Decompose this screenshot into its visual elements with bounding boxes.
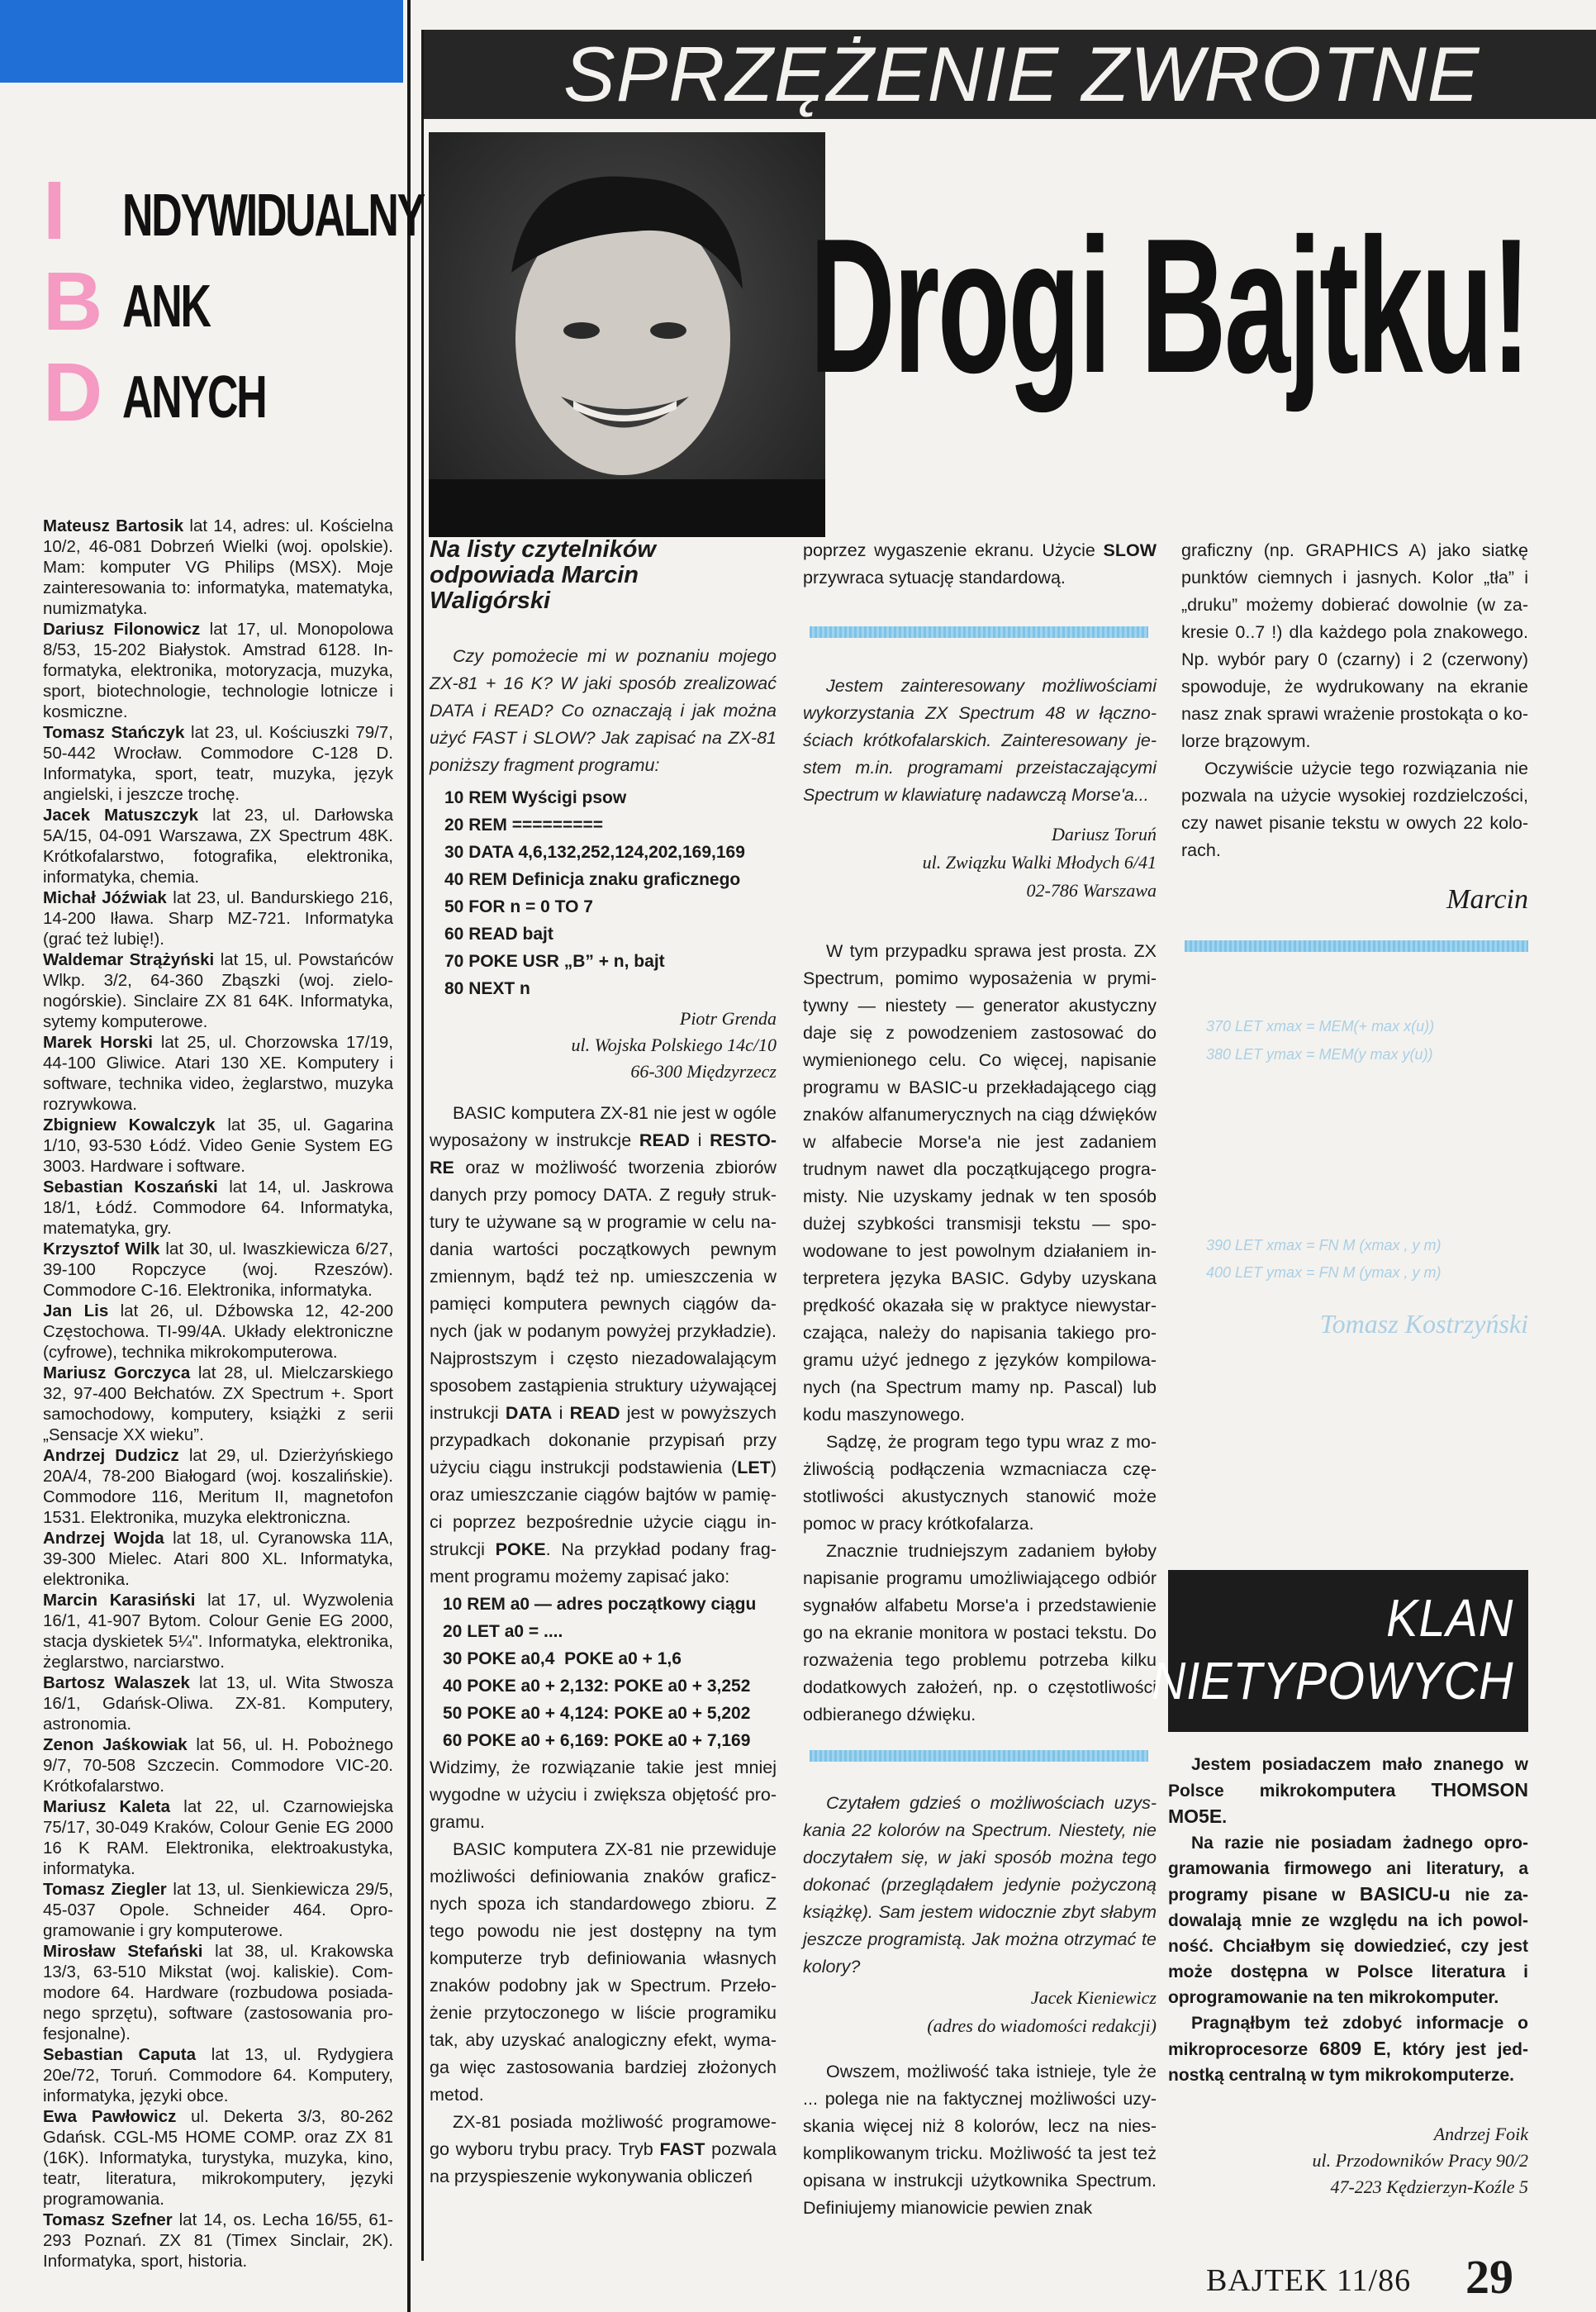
ibd-entry xyxy=(43,516,393,619)
keyword: SLOW xyxy=(1103,540,1157,560)
text-run: BASIC komputera ZX-81 nie jest w ogóle wyposażony w instrukcje xyxy=(430,1103,777,1150)
letter1-answer2: Widzimy, że rozwiązanie takie jest mniej wygodne w użyciu i zwiększa objętość programu. xyxy=(430,1758,777,1832)
ibd-entry-text: lat 23, ul. Bandurskiego 216, 14-200 Iława. Sharp MZ-721. Informatyka (grać też lubię!). xyxy=(43,888,394,949)
separator-bar-3 xyxy=(1185,940,1528,952)
keyword: POKE xyxy=(495,1539,546,1559)
ibd-entry xyxy=(43,722,393,805)
keyword: DATA xyxy=(505,1403,553,1423)
ibd-letter-d: D xyxy=(43,346,103,439)
section-header xyxy=(423,30,1596,119)
text-run: ) oraz umieszczanie ciągów bajtów w pamięci poprzez bezpośrednie użycie ciągu instrukcji xyxy=(430,1458,777,1559)
keyword: BASICU-u xyxy=(1359,1883,1451,1905)
klan-paragraph-2 xyxy=(1168,1830,1528,2010)
ibd-entry xyxy=(43,1445,393,1528)
code-line: 30 POKE a0,4 POKE a0 + 1,6 xyxy=(443,1649,682,1668)
ibd-logo xyxy=(43,164,425,442)
footer-page-number: 29 xyxy=(1465,2250,1513,2304)
klan-paragraph-3 xyxy=(1168,2010,1528,2088)
ibd-entry xyxy=(43,2210,393,2272)
ibd-entry-text: lat 14, ul. Jaskrowa 18/1, Łódź. Commodore 64. Informatyka, matematyka, gry. xyxy=(43,1177,393,1238)
text-run: nie zadowalają mnie ze względu na ich powolność. Chciałbym się dowiedzieć, czy jest może dostępna w Polsce literatura i oprogramowanie na ten mikrokomputer. xyxy=(1168,1886,1528,2007)
text-run: jest w powyższych przypadkach dokonanie przypisań przy użyciu ciągu instrukcji podstawienia ( xyxy=(430,1403,777,1477)
code-line: 30 DATA 4,6,132,252,124,202,169,169 xyxy=(444,843,745,862)
ibd-entry-text: lat 35, ul. Gagarina 1/10, 93-530 Łódź. Video Genie System EG 3003. Hardware i software. xyxy=(43,1116,393,1176)
ibd-entry-text: lat 25, ul. Chorzowska 17/19, 44-100 Gliwice. Atari 130 XE. Komputery i software, technika video, żeglarstwo, muzyka rozrywkowa. xyxy=(43,1033,393,1114)
klan-author: Andrzej Foik xyxy=(1433,2124,1528,2144)
ibd-entry-name: Bartosz Walaszek xyxy=(43,1673,190,1692)
ibd-entry-text: lat 23, ul. Kościuszki 79/7, 50-442 Wrocław. Commodore C-128 D. Informatyka, sport, teatr, muzyka, język angielski, i jeszcze trochę. xyxy=(43,723,393,804)
ibd-entry-name: Tomasz Stańczyk xyxy=(43,723,185,742)
letter1-question: Czy pomożecie mi w poznaniu mojego ZX-81 + 16 K? W jaki sposób zrealizować DATA i READ? Co oznaczają i jak można użyć FAST i SLOW? Jak zapisać na ZX-81 poniższy fragment programu: xyxy=(430,646,777,775)
keyword: LET xyxy=(737,1458,771,1477)
text-run: poprzez wygaszenie ekranu. Użycie xyxy=(803,540,1104,560)
ibd-entry-text: lat 28, ul. Mielczarskiego 32, 97-400 Bełchatów. ZX Spectrum +. Sport samochodowy, komputery, książki z serii „Sensacje XX wieku”. xyxy=(43,1363,394,1444)
column-4 xyxy=(1181,537,1528,1398)
klan-address1: ul. Przodowników Pracy 90/2 xyxy=(1312,2150,1528,2171)
ibd-entry-text: ul. Dekerta 3/3, 80-262 Gdańsk. CGL-M5 HOME COMP. oraz ZX 81 (16K). Informatyka, turystyka, muzyka, kino, teatr, literatura, mikrokomputery, języki programowania. xyxy=(43,2107,393,2209)
ibd-entry-text: lat 18, ul. Cyranowska 11A, 39-300 Mielec. Atari 800 XL. Informatyka, elektronika. xyxy=(43,1529,393,1589)
ibd-entry xyxy=(43,1115,393,1177)
ibd-entry-text: lat 17, ul. Monopolowa 8/53, 15-202 Białystok. Amstrad 6128. Informatyka, elektronika, motoryzacja, muzyka, sport, biotechnologie, technologie lotnicze i kosmiczne. xyxy=(43,620,393,721)
ibd-entry-name: Marek Horski xyxy=(43,1033,153,1052)
ibd-word-2: ANK xyxy=(122,274,210,340)
ibd-entry xyxy=(43,887,393,949)
ibd-top-bar xyxy=(0,0,403,83)
portrait-illustration xyxy=(429,132,825,537)
portrait-photo xyxy=(429,132,825,537)
big-title: Drogi Bajtku! xyxy=(810,199,1529,413)
ibd-word-3: ANYCH xyxy=(122,364,266,431)
faded-block xyxy=(1181,952,1528,1398)
ibd-entry-name: Tomasz Szefner xyxy=(43,2210,173,2229)
letter2-answer-a: W tym przypadku sprawa jest prosta. ZX Spectrum, pomimo wyposażenia w prymitywny — niestety — generator akustyczny daje się z powodzeniem zastosować do wymienionego celu. Co więcej, napisanie programu w BASIC-u przekładającego ciąg znaków alfanumerycznych na ciąg dźwięków w alfabecie Morse'a nie jest zadaniem trudnym nawet dla początkującego programisty. Nie uzyskamy jednak w ten sposób dużej szybkości transmisji tekstu — spowodowane to jest powolnym działaniem interpretera języka BASIC. Gdyby uzyskana prędkość okazała się w praktyce niewystarczająca, należy do napisania takiego programu użyć jednego z języków kompilowanych (na Spectrum mamy np. Pascal) lub kodu maszynowego. xyxy=(803,941,1157,1425)
ibd-entry-name: Mateusz Bartosik xyxy=(43,516,184,535)
text-run: pozwala na przyspieszenie wykonywania obliczeń xyxy=(430,2139,777,2186)
text-run: Jestem posiadaczem mało znanego w Polsce mikrokomputera xyxy=(1168,1755,1528,1801)
code-line: 80 NEXT n xyxy=(444,979,530,998)
code-line: 60 POKE a0 + 6,169: POKE a0 + 7,169 xyxy=(443,1731,751,1750)
ibd-entry-text: lat 23, ul. Darłowska 5A/15, 04-091 Warszawa, ZX Spectrum 48K. Krótkofalarstwo, fotografika, elektronika, informatyka, chemia. xyxy=(43,806,394,887)
letter1-address2: 66-300 Międzyrzecz xyxy=(630,1061,777,1082)
klan-header xyxy=(1151,1570,1528,1732)
letter3-question: Czytałem gdzieś o możliwościach uzyskania 22 kolorów na Spectrum. Niestety, nie doczytałem się, w jaki sposób można tego dokonać (przeglądałem jedynie pożyczoną książkę). Sam jestem widocznie zbyt słabym jeszcze programistą. Jak można otrzymać te kolory? xyxy=(803,1793,1157,1977)
text-run: ZX-81 posiada możliwość programowego wyboru trybu pracy. Tryb xyxy=(430,2112,777,2159)
col3-top-text xyxy=(803,537,1157,592)
ibd-word-1: NDYWIDUALNY xyxy=(122,183,425,249)
section-title: SPRZĘŻENIE ZWROTNE xyxy=(563,31,1480,117)
code-line: 10 REM a0 — adres początkowy ciągu xyxy=(443,1595,757,1614)
ibd-entry xyxy=(43,1672,393,1734)
letter3-answer: Owszem, możliwość taka istnieje, tyle że ... polega nie na faktycznej możliwości uzyskania więcej niż 8 kolorów, lecz na nieskomplikowanym tricku. Możliwość ta jest też opisana w instrukcji użytkownika Spectrum. Definiujemy mianowicie pewien znak xyxy=(803,2062,1157,2218)
ibd-entry-name: Zbigniew Kowalczyk xyxy=(43,1116,216,1135)
text-run: przywraca sytuację standardową. xyxy=(803,568,1066,588)
text-run: Pragnąłbym też zdobyć informacje o mikroprocesorze xyxy=(1168,2014,1528,2059)
letter2-answer-b: Sądzę, że program tego typu wraz z możliwością podłączenia wzmacniacza częstotliwości akustycznych stanowić może pomoc w pracy krótkofalarza. xyxy=(803,1432,1157,1534)
letter2-question: Jestem zainteresowany możliwościami wykorzystania ZX Spectrum 48 w łącznościach krótkofalarskich. Zainteresowany jestem m.in. programami przeistaczającymi Spectrum w klawiaturę nadawczą Morse'a... xyxy=(803,676,1157,805)
ibd-entry-name: Tomasz Ziegler xyxy=(43,1880,167,1899)
ibd-entry-name: Jan Lis xyxy=(43,1301,109,1320)
ibd-entry-text: lat 38, ul. Krakowska 13/3, 63-510 Mikstat (woj. kaliskie). Commodore 64. Hardware (rozbudowa posiadanego sprzętu), software (zastosowania profesjonalne). xyxy=(43,1942,393,2043)
ibd-entry-name: Dariusz Filonowicz xyxy=(43,620,201,639)
ibd-entry xyxy=(43,1734,393,1796)
text-run: Na razie nie posiadam żadnego oprogramowania firmowego ani literatury, a programy pisane w xyxy=(1168,1834,1528,1905)
ibd-entry-name: Ewa Pawłowicz xyxy=(43,2107,177,2126)
text-run: i xyxy=(689,1130,710,1150)
col4-top2: Oczywiście użycie tego rozwiązania nie pozwala na użycie wysokiej rozdzielczości, czy nawet pisanie tekstu w owych 22 kolorach. xyxy=(1181,759,1528,860)
ibd-entry-text: lat 29, ul. Dzierżyńskiego 20A/4, 78-200 Białogard (woj. koszalińskie). Commodore 116, Meritum II, magnetofon 1531. Elektronika, muzyka elektroniczna. xyxy=(43,1446,393,1527)
ibd-entry-name: Waldemar Strążyński xyxy=(43,950,215,969)
ibd-entry-text: lat 22, ul. Czarnowiejska 75/17, 30-049 Kraków, Colour Genie EG 2000 16 K RAM. Elektronika, elektroakustyka, informatyka. xyxy=(43,1797,393,1878)
ibd-letter-i: I xyxy=(43,164,66,257)
column-divider-2 xyxy=(421,30,424,2261)
faded-code-3: 390 LET xmax = FN M (xmax , y m) xyxy=(1206,1237,1442,1254)
ibd-entry-name: Marcin Karasiński xyxy=(43,1591,196,1610)
code-line: 70 POKE USR „B” + n, bajt xyxy=(444,952,665,971)
ibd-entry-text: lat 15, ul. Powstańców Wlkp. 3/2, 64-360 Zbąszki (woj. zielonogórskie). Sinclaire ZX 81 64K. Informatyka, sytemy komputerowe. xyxy=(43,950,393,1031)
text-run: . xyxy=(1222,1808,1228,1827)
ibd-entry-name: Jacek Matuszczyk xyxy=(43,806,199,825)
letter2-answer-c: Znacznie trudniejszym zadaniem byłoby napisanie programu umożliwiającego odbiór sygnałów alfabetu Morse'a i przedstawienie go na ekranie monitora w postaci tekstu. Do rozważenia tego problemu potrzeba kilku dodatkowych założeń, np. o częstotliwości odbieranego dźwięku. xyxy=(803,1541,1157,1724)
ibd-entry xyxy=(43,1590,393,1672)
ibd-entry-text: lat 26, ul. Dźbowska 12, 42-200 Częstochowa. TI-99/4A. Układy elektroniczne (cyfrowe), technika mikrokomputerowa. xyxy=(43,1301,393,1362)
ibd-entry-name: Mirosław Stefański xyxy=(43,1942,203,1961)
letter1-answer3: BASIC komputera ZX-81 nie przewiduje możliwości definiowania znaków graficznych spoza ich standardowego zbioru. Z tego powodu nie jest dostępny na tym komputerze tryb definiowania własnych znaków podobny jak w Spectrum. Przełożenie przytoczonego w liście programiku tak, aby uzyskać analogiczny efekt, wymaga więc zastosowania bardziej złożonych metod. xyxy=(430,1839,777,2105)
ibd-entry xyxy=(43,1796,393,1879)
keyword: READ xyxy=(569,1403,620,1423)
faded-code-4: 400 LET ymax = FN M (ymax , y m) xyxy=(1206,1264,1442,1281)
klan-paragraph-1 xyxy=(1168,1752,1528,1830)
ibd-entry-name: Mariusz Kaleta xyxy=(43,1797,171,1816)
ibd-entry-text: lat 14, os. Lecha 16/55, 61-293 Poznań. ZX 81 (Timex Sinclair, 2K). Informatyka, sport, historia. xyxy=(43,2210,393,2271)
ibd-entry-text: lat 13, ul. Wita Stwosza 16/1, Gdańsk-Oliwa. ZX-81. Komputery, astronomia. xyxy=(43,1673,393,1734)
ibd-entry xyxy=(43,619,393,722)
keyword: READ xyxy=(639,1130,690,1150)
ibd-entry xyxy=(43,1941,393,2044)
letter2-address2: 02-786 Warszawa xyxy=(1026,880,1157,901)
ibd-entry-name: Andrzej Dudzicz xyxy=(43,1446,179,1465)
ibd-entry-name: Michał Jóźwiak xyxy=(43,888,167,907)
keyword: RESTORE xyxy=(430,1130,777,1177)
code-line: 50 FOR n = 0 TO 7 xyxy=(444,897,593,916)
text-run: . Na przykład podany fragment programu możemy zapisać jako: xyxy=(430,1539,777,1587)
col4-signature: Marcin xyxy=(1446,884,1528,915)
faded-code-2: 380 LET ymax = MEM(y max y(u)) xyxy=(1206,1046,1433,1063)
klan-title-1: KLAN xyxy=(1385,1588,1513,1648)
code-line: 20 LET a0 = .... xyxy=(443,1622,563,1641)
letter1-code2 xyxy=(430,1591,777,1754)
code-line: 10 REM Wyścigi psow xyxy=(444,788,627,807)
code-line: 40 REM Definicja znaku graficznego xyxy=(444,870,741,889)
letter3-author: Jacek Kieniewicz xyxy=(1030,1987,1157,2008)
ibd-entry xyxy=(43,1528,393,1590)
ibd-entry-name: Andrzej Wojda xyxy=(43,1529,164,1548)
letter2-author: Dariusz Toruń xyxy=(1052,824,1157,844)
ibd-entry-name: Mariusz Gorczyca xyxy=(43,1363,191,1382)
separator-bar-2 xyxy=(810,1750,1148,1762)
ibd-entry-name: Sebastian Koszański xyxy=(43,1177,218,1196)
photo-caption: Na listy czytelników odpowiada Marcin Waligórski xyxy=(430,536,656,614)
letter1-answer4 xyxy=(430,2109,777,2191)
ibd-entries xyxy=(43,516,393,2272)
ibd-entry-text: lat 30, ul. Iwaszkiewicza 6/27, 39-100 Ropczyce (woj. Rzeszów). Commodore C-16. Elektronika, informatyka. xyxy=(43,1239,393,1300)
ibd-entry xyxy=(43,1879,393,1941)
column-3 xyxy=(803,537,1157,2222)
keyword: 6809 E xyxy=(1319,2038,1386,2059)
letter1-author: Piotr Grenda xyxy=(679,1008,777,1029)
separator-bar-1 xyxy=(810,626,1148,638)
text-run: i xyxy=(552,1403,570,1423)
keyword: FAST xyxy=(659,2139,705,2159)
column-divider xyxy=(407,0,411,2312)
faded-code-1: 370 LET xmax = MEM(+ max x(u)) xyxy=(1206,1018,1435,1035)
letter1-code xyxy=(430,784,777,1002)
ibd-entry xyxy=(43,2106,393,2210)
ibd-entry-text: lat 13, ul. Rydygiera 20e/72, Toruń. Commodore 64. Komputery, informatyka, języki obce. xyxy=(43,2045,393,2105)
keyword: THOMSON MO5E xyxy=(1168,1779,1528,1827)
ibd-entry xyxy=(43,2044,393,2106)
ibd-letter-b: B xyxy=(43,255,103,348)
klan-title-2: NIETYPOWYCH xyxy=(1151,1651,1513,1710)
ibd-entry xyxy=(43,949,393,1032)
footer-magazine: BAJTEK 11/86 xyxy=(1206,2263,1412,2298)
ibd-entry xyxy=(43,1032,393,1115)
ibd-entry xyxy=(43,1239,393,1301)
letter1-answer xyxy=(430,1100,777,1591)
ibd-entry-name: Zenon Jaśkowiak xyxy=(43,1735,188,1754)
ibd-entry-text: lat 17, ul. Wyzwolenia 16/1, 41-907 Bytom. Colour Genie EG 2000, stacja dyskietek 5¼". Informatyka, elektronika, żeglarstwo, narciarstwo. xyxy=(43,1591,393,1672)
ibd-entry xyxy=(43,1363,393,1445)
ibd-entry-text: lat 56, ul. H. Pobożnego 9/7, 70-508 Szczecin. Commodore VIC-20. Krótkofalarstwo. xyxy=(43,1735,393,1796)
ibd-entry-name: Krzysztof Wilk xyxy=(43,1239,160,1258)
ibd-entry xyxy=(43,805,393,887)
ibd-entry-name: Sebastian Caputa xyxy=(43,2045,197,2064)
text-run: , który jest jednostką centralną w tym mikrokomputerze. xyxy=(1168,2040,1528,2085)
code-line: 20 REM ========= xyxy=(444,816,604,835)
code-line: 40 POKE a0 + 2,132: POKE a0 + 3,252 xyxy=(443,1677,751,1696)
letter1-address1: ul. Wojska Polskiego 14c/10 xyxy=(571,1035,777,1055)
letter2-address1: ul. Związku Walki Młodych 6/41 xyxy=(922,852,1157,873)
text-run: oraz w możliwość tworzenia zbiorów danych przy pomocy DATA. Z reguły struktury te używane są w programie w celu nadania wartości początkowych pewnym zmiennym, bądź też np. umieszczenia w pamięci komputera pewnych ciągów danych (jak w podanym powyżej przykładzie). Najprostszym i często niezadowalającym sposobem zastąpienia struktury używającej instrukcji xyxy=(430,1158,777,1423)
ibd-entry xyxy=(43,1301,393,1363)
klan-content xyxy=(1168,1752,1528,2200)
code-line: 50 POKE a0 + 4,124: POKE a0 + 5,202 xyxy=(443,1704,751,1723)
klan-address2: 47-223 Kędzierzyn-Koźle 5 xyxy=(1330,2176,1528,2197)
faded-signature: Tomasz Kostrzyński xyxy=(1319,1309,1528,1339)
col4-top: graficzny (np. GRAPHICS A) jako siatkę punktów ciemnych i jasnych. Kolor „tła” i „druku” możemy dobierać dowolnie (w zakresie 0..7 !) dla każdego pola znakowego. Np. wybór pary 0 (czarny) i 2 (czerwony) spowoduje, że wydrukowany na ekranie nasz znak sprawi wrażenie prostokąta o kolorze brązowym. xyxy=(1181,540,1528,751)
ibd-entry-text: lat 14, adres: ul. Kościelna 10/2, 46-081 Dobrzeń Wielki (woj. opolskie). Mam: komputer VG Philips (MSX). Moje zainteresowania to: informatyka, matematyka, numizmatyka. xyxy=(43,516,394,618)
letter3-address: (adres do wiadomości redakcji) xyxy=(927,2015,1157,2036)
ibd-entry xyxy=(43,1177,393,1239)
code-line: 60 READ bajt xyxy=(444,925,553,944)
column-2 xyxy=(430,643,777,2191)
ibd-entry-text: lat 13, ul. Sienkiewicza 29/5, 45-037 Opole. Schneider 464. Oprogramowanie i gry komputerowe. xyxy=(43,1880,393,1940)
